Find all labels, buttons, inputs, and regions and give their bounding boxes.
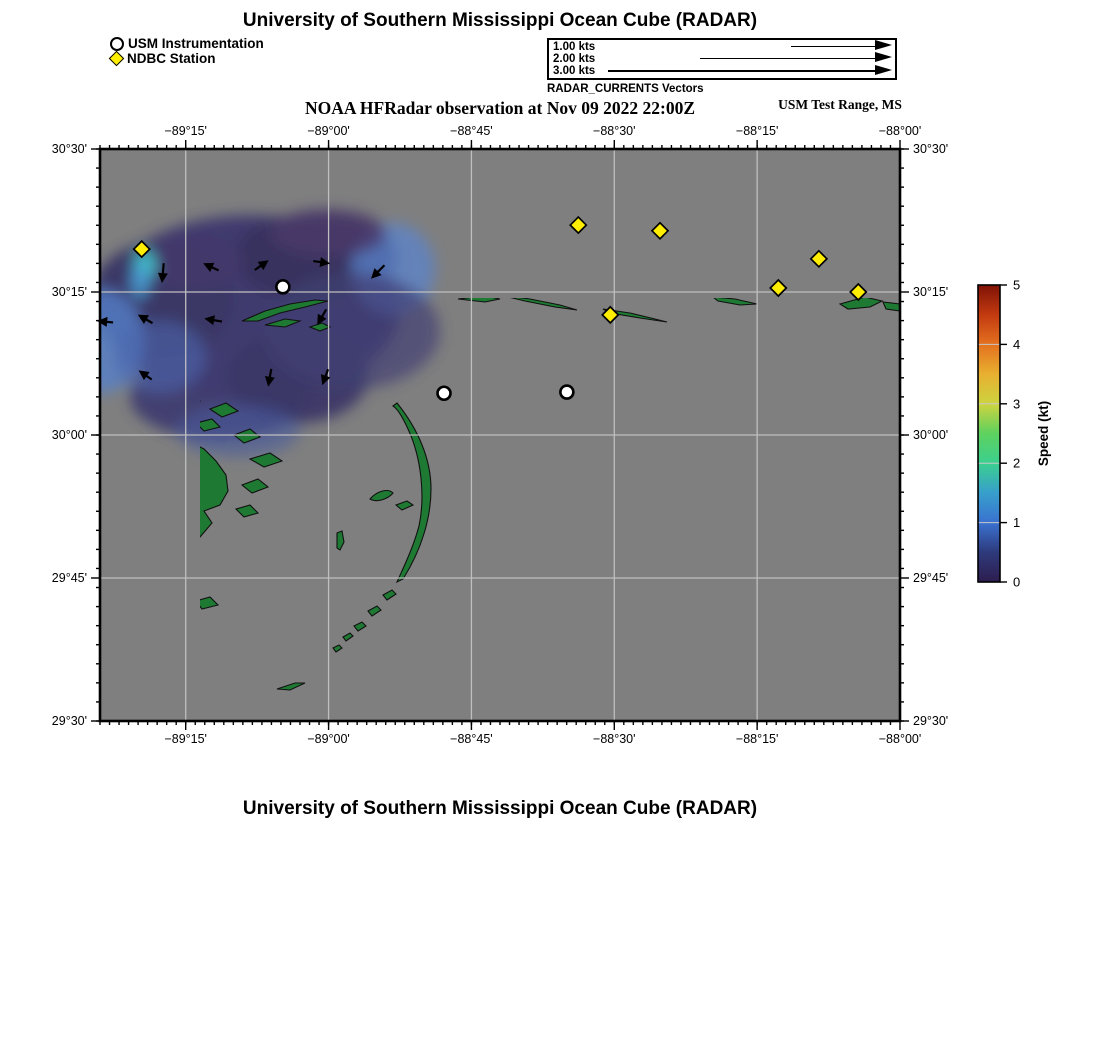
lon-tick-label: −88°45' — [450, 732, 493, 746]
lon-tick-label: −89°15' — [164, 732, 207, 746]
test-range-label: USM Test Range, MS — [778, 97, 902, 112]
legend-label-ndbc: NDBC Station — [127, 51, 216, 66]
lat-tick-label: 30°15' — [913, 285, 949, 299]
colorbar-axis-label: Speed (kt) — [1036, 400, 1051, 467]
speed-blob — [114, 321, 206, 393]
lat-tick-label: 30°00' — [51, 428, 87, 442]
page-title: University of Southern Mississippi Ocean Cube (RADAR) — [242, 10, 758, 31]
usm-instrumentation-marker — [276, 280, 289, 293]
lat-tick-label: 29°30' — [913, 714, 949, 728]
lat-tick-label: 29°30' — [51, 714, 87, 728]
lon-tick-label: −88°00' — [878, 124, 922, 138]
lat-tick-label: 29°45' — [913, 571, 949, 585]
colorbar-tick-label: 4 — [1013, 336, 1021, 352]
colorbar — [978, 278, 1051, 590]
lat-tick-label: 30°00' — [913, 428, 949, 442]
colorbar-gradient — [978, 285, 1000, 582]
lon-tick-label: −88°30' — [593, 124, 636, 138]
usm-instrumentation-marker — [560, 386, 573, 399]
lat-tick-label: 30°30' — [913, 142, 949, 156]
lon-tick-label: −89°15' — [164, 124, 207, 138]
speed-blob — [264, 273, 440, 389]
speed-blob — [176, 405, 300, 457]
lon-tick-label: −88°00' — [878, 732, 922, 746]
usm-instrumentation-marker — [438, 387, 451, 400]
observation-subtitle: NOAA HFRadar observation at Nov 09 2022 22:00Z — [304, 98, 696, 118]
lon-tick-label: −88°15' — [735, 732, 779, 746]
vector-scale-caption: RADAR_CURRENTS Vectors — [547, 83, 704, 95]
lat-tick-label: 30°15' — [51, 285, 87, 299]
lat-tick-label: 30°30' — [51, 142, 87, 156]
lon-tick-label: −88°45' — [450, 124, 493, 138]
colorbar-tick-label: 0 — [1013, 574, 1021, 590]
colorbar-tick-label: 2 — [1013, 455, 1021, 471]
vector-scale-label: 3.00 kts — [553, 65, 596, 78]
vector-scale-label: 1.00 kts — [553, 40, 596, 53]
speed-blob — [131, 263, 149, 299]
lon-tick-label: −88°15' — [735, 124, 779, 138]
colorbar-tick-label: 1 — [1013, 515, 1021, 531]
legend-label-usm: USM Instrumentation — [128, 36, 264, 51]
colorbar-tick-label: 5 — [1013, 277, 1021, 293]
lat-tick-label: 29°45' — [51, 571, 87, 585]
colorbar-tick-label: 3 — [1013, 396, 1021, 412]
lon-tick-label: −89°00' — [307, 124, 350, 138]
vector-scale-label: 2.00 kts — [553, 52, 596, 65]
lon-tick-label: −89°00' — [307, 732, 350, 746]
footer-title: University of Southern Mississippi Ocean Cube (RADAR) — [242, 798, 758, 819]
lon-tick-label: −88°30' — [593, 732, 636, 746]
